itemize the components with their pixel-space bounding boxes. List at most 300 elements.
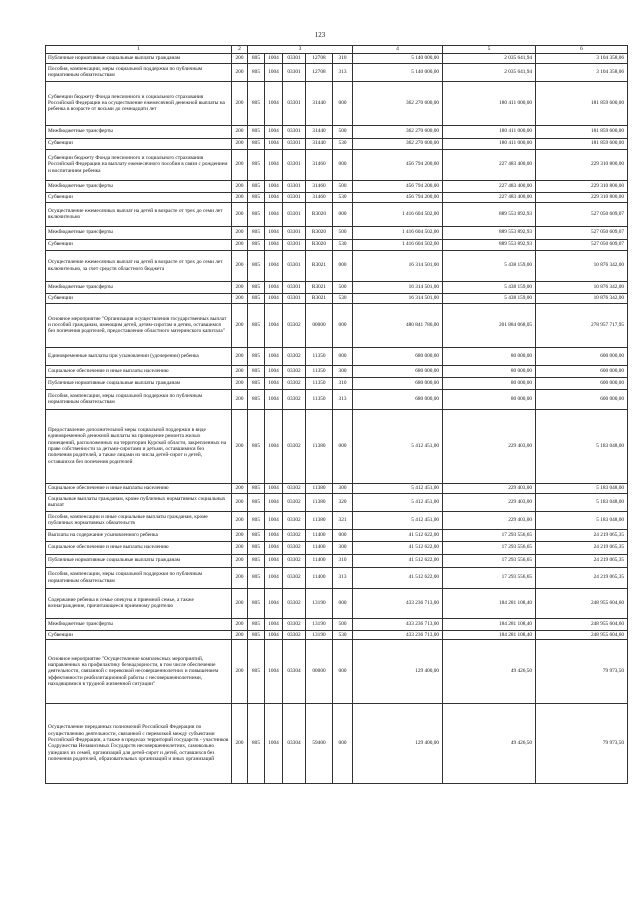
- ministry-code-cell: 200: [232, 303, 248, 347]
- expense-name-cell: Субвенции бюджету Фонда пенсионного и социального страхования Российской Федерации на выплату ежемесячного пособия в связи с рождением и воспитанием ребенка: [46, 149, 232, 180]
- executed-amount-cell: 201 884 068,05: [443, 303, 536, 347]
- direction-code-cell: R3021: [306, 281, 333, 293]
- ministry-code-cell: 200: [232, 63, 248, 81]
- program-code-cell: 03301: [283, 81, 306, 125]
- executed-amount-cell: 889 553 892,93: [443, 239, 536, 250]
- direction-code-cell: 31440: [306, 81, 333, 125]
- direction-code-cell: 31460: [306, 192, 333, 202]
- subsection-code-cell: 1004: [265, 409, 283, 483]
- executed-amount-cell: 889 553 892,93: [443, 226, 536, 239]
- expense-name-cell: Субвенции: [46, 239, 232, 250]
- executed-amount-cell: 229 403,00: [443, 409, 536, 483]
- executed-amount-cell: 5 438 159,00: [443, 293, 536, 303]
- subsection-code-cell: 1004: [265, 53, 283, 63]
- planned-amount-cell: 41 512 622,00: [353, 567, 443, 588]
- planned-amount-cell: 680 000,00: [353, 389, 443, 409]
- remaining-amount-cell: 600 000,00: [536, 377, 628, 389]
- program-code-cell: 03302: [283, 347, 306, 365]
- ministry-code-cell: 200: [232, 293, 248, 303]
- expense-name-cell: Субвенции: [46, 293, 232, 303]
- direction-code-cell: 13190: [306, 618, 333, 630]
- program-code-cell: 03302: [283, 529, 306, 541]
- direction-code-cell: R3020: [306, 226, 333, 239]
- table-row: [46, 483, 628, 493]
- executed-amount-cell: 5 438 159,00: [443, 250, 536, 281]
- section-code-cell: 805: [248, 250, 265, 281]
- planned-amount-cell: 5 140 000,00: [353, 53, 443, 63]
- remaining-amount-cell: 248 955 604,60: [536, 630, 628, 639]
- column-number: 5: [443, 46, 536, 54]
- section-code-cell: 805: [248, 149, 265, 180]
- table-row: [46, 554, 628, 567]
- expense-type-cell: 000: [333, 529, 353, 541]
- program-code-cell: 03302: [283, 389, 306, 409]
- expense-name-cell: Пособия, компенсации, меры социальной поддержки по публичным нормативным обязательствам: [46, 63, 232, 81]
- remaining-amount-cell: 5 183 048,00: [536, 409, 628, 483]
- expense-type-cell: 313: [333, 63, 353, 81]
- executed-amount-cell: 184 281 108,40: [443, 618, 536, 630]
- program-code-cell: 03301: [283, 202, 306, 226]
- ministry-code-cell: 200: [232, 483, 248, 493]
- column-number: 2: [232, 46, 248, 54]
- ministry-code-cell: 200: [232, 149, 248, 180]
- section-code-cell: 805: [248, 567, 265, 588]
- planned-amount-cell: 16 314 501,00: [353, 293, 443, 303]
- subsection-code-cell: 1004: [265, 63, 283, 81]
- program-code-cell: 03302: [283, 409, 306, 483]
- section-code-cell: 805: [248, 377, 265, 389]
- expense-type-cell: 313: [333, 567, 353, 588]
- section-code-cell: 805: [248, 202, 265, 226]
- expense-type-cell: 310: [333, 554, 353, 567]
- section-code-cell: 805: [248, 639, 265, 703]
- section-code-cell: 805: [248, 125, 265, 138]
- ministry-code-cell: 200: [232, 81, 248, 125]
- expense-name-cell: Межбюджетные трансферты: [46, 125, 232, 138]
- direction-code-cell: 31460: [306, 180, 333, 192]
- remaining-amount-cell: 3 104 358,06: [536, 53, 628, 63]
- program-code-cell: 03301: [283, 293, 306, 303]
- table-row: [46, 365, 628, 377]
- ministry-code-cell: 200: [232, 703, 248, 783]
- section-code-cell: 805: [248, 389, 265, 409]
- planned-amount-cell: 433 236 713,00: [353, 588, 443, 618]
- section-code-cell: 805: [248, 541, 265, 554]
- ministry-code-cell: 200: [232, 180, 248, 192]
- program-code-cell: 03301: [283, 149, 306, 180]
- direction-code-cell: 11400: [306, 541, 333, 554]
- ministry-code-cell: 200: [232, 618, 248, 630]
- direction-code-cell: 11400: [306, 554, 333, 567]
- program-code-cell: 03302: [283, 511, 306, 529]
- remaining-amount-cell: 600 000,00: [536, 365, 628, 377]
- remaining-amount-cell: 24 219 065,35: [536, 567, 628, 588]
- expense-type-cell: 310: [333, 53, 353, 63]
- expense-name-cell: Выплаты на содержание усыновленного ребенка: [46, 529, 232, 541]
- direction-code-cell: 11350: [306, 389, 333, 409]
- program-code-cell: 03301: [283, 138, 306, 149]
- section-code-cell: 805: [248, 703, 265, 783]
- page-number: 123: [314, 31, 326, 39]
- program-code-cell: 03304: [283, 703, 306, 783]
- planned-amount-cell: 1 416 604 502,00: [353, 239, 443, 250]
- subsection-code-cell: 1004: [265, 567, 283, 588]
- expense-name-cell: Социальное обеспечение и иные выплаты населению: [46, 483, 232, 493]
- program-code-cell: 03302: [283, 493, 306, 511]
- expense-type-cell: 000: [333, 409, 353, 483]
- section-code-cell: 805: [248, 81, 265, 125]
- remaining-amount-cell: 5 183 048,00: [536, 483, 628, 493]
- direction-code-cell: 11350: [306, 365, 333, 377]
- planned-amount-cell: 129 400,00: [353, 703, 443, 783]
- executed-amount-cell: 889 553 892,93: [443, 202, 536, 226]
- expense-name-cell: Основное мероприятие "Организация осуществления государственных выплат и пособий гражданам, имеющим детей, детям-сиротам и детям, оставшимся без попечения родителей, предоставление областного материнского капитала": [46, 303, 232, 347]
- section-code-cell: 805: [248, 281, 265, 293]
- expense-name-cell: Содержание ребенка в семье опекуна и приемной семье, а также вознаграждение, причитающееся приемному родителю: [46, 588, 232, 618]
- direction-code-cell: 11400: [306, 529, 333, 541]
- table-row: [46, 347, 628, 365]
- planned-amount-cell: 680 000,00: [353, 365, 443, 377]
- program-code-cell: 03301: [283, 192, 306, 202]
- executed-amount-cell: 80 000,00: [443, 389, 536, 409]
- expense-name-cell: Субвенции: [46, 192, 232, 202]
- ministry-code-cell: 200: [232, 567, 248, 588]
- direction-code-cell: 59400: [306, 703, 333, 783]
- table-row: [46, 293, 628, 303]
- ministry-code-cell: 200: [232, 281, 248, 293]
- ministry-code-cell: 200: [232, 389, 248, 409]
- column-number: 4: [353, 46, 443, 54]
- remaining-amount-cell: 181 859 600,00: [536, 125, 628, 138]
- subsection-code-cell: 1004: [265, 281, 283, 293]
- table-row: [46, 53, 628, 63]
- section-code-cell: 805: [248, 53, 265, 63]
- ministry-code-cell: 200: [232, 554, 248, 567]
- program-code-cell: 03301: [283, 125, 306, 138]
- executed-amount-cell: 17 293 556,65: [443, 567, 536, 588]
- subsection-code-cell: 1004: [265, 125, 283, 138]
- executed-amount-cell: 180 411 000,00: [443, 81, 536, 125]
- expense-type-cell: 500: [333, 281, 353, 293]
- remaining-amount-cell: 229 310 800,00: [536, 180, 628, 192]
- executed-amount-cell: 80 000,00: [443, 377, 536, 389]
- planned-amount-cell: 456 794 200,00: [353, 192, 443, 202]
- expense-type-cell: 000: [333, 639, 353, 703]
- section-code-cell: 805: [248, 239, 265, 250]
- subsection-code-cell: 1004: [265, 180, 283, 192]
- program-code-cell: 03301: [283, 180, 306, 192]
- table-row: [46, 138, 628, 149]
- planned-amount-cell: 433 236 713,00: [353, 618, 443, 630]
- program-code-cell: 03302: [283, 303, 306, 347]
- remaining-amount-cell: 24 219 065,35: [536, 554, 628, 567]
- planned-amount-cell: 433 236 713,00: [353, 630, 443, 639]
- expense-type-cell: 321: [333, 511, 353, 529]
- executed-amount-cell: 180 411 000,00: [443, 125, 536, 138]
- direction-code-cell: 13190: [306, 588, 333, 618]
- executed-amount-cell: 184 281 108,40: [443, 630, 536, 639]
- program-code-cell: 03302: [283, 483, 306, 493]
- section-code-cell: 805: [248, 588, 265, 618]
- executed-amount-cell: 17 293 556,65: [443, 529, 536, 541]
- remaining-amount-cell: 278 957 717,95: [536, 303, 628, 347]
- section-code-cell: 805: [248, 63, 265, 81]
- ministry-code-cell: 200: [232, 377, 248, 389]
- program-code-cell: 03302: [283, 541, 306, 554]
- remaining-amount-cell: 24 219 065,35: [536, 541, 628, 554]
- section-code-cell: 805: [248, 630, 265, 639]
- remaining-amount-cell: 3 104 358,06: [536, 63, 628, 81]
- expense-name-cell: Осуществление ежемесячных выплат на детей в возрасте от трех до семи лет включительно: [46, 202, 232, 226]
- subsection-code-cell: 1004: [265, 483, 283, 493]
- subsection-code-cell: 1004: [265, 347, 283, 365]
- table-row: [46, 303, 628, 347]
- planned-amount-cell: 5 412 451,00: [353, 483, 443, 493]
- ministry-code-cell: 200: [232, 226, 248, 239]
- executed-amount-cell: 80 000,00: [443, 365, 536, 377]
- direction-code-cell: 12708: [306, 63, 333, 81]
- remaining-amount-cell: 79 973,50: [536, 639, 628, 703]
- table-row: [46, 567, 628, 588]
- subsection-code-cell: 1004: [265, 293, 283, 303]
- ministry-code-cell: 200: [232, 192, 248, 202]
- ministry-code-cell: 200: [232, 239, 248, 250]
- expense-type-cell: 530: [333, 293, 353, 303]
- section-code-cell: 805: [248, 347, 265, 365]
- remaining-amount-cell: 248 955 604,60: [536, 588, 628, 618]
- executed-amount-cell: 2 035 641,94: [443, 63, 536, 81]
- section-code-cell: 805: [248, 554, 265, 567]
- direction-code-cell: 31440: [306, 125, 333, 138]
- planned-amount-cell: 362 270 600,00: [353, 125, 443, 138]
- expense-name-cell: Социальные выплаты гражданам, кроме публичных нормативных социальных выплат: [46, 493, 232, 511]
- program-code-cell: 03302: [283, 554, 306, 567]
- expense-type-cell: 310: [333, 377, 353, 389]
- expense-type-cell: 000: [333, 81, 353, 125]
- planned-amount-cell: 680 000,00: [353, 377, 443, 389]
- table-row: [46, 149, 628, 180]
- subsection-code-cell: 1004: [265, 541, 283, 554]
- direction-code-cell: 11380: [306, 483, 333, 493]
- remaining-amount-cell: 229 310 800,00: [536, 149, 628, 180]
- direction-code-cell: R3021: [306, 293, 333, 303]
- expense-type-cell: 530: [333, 192, 353, 202]
- direction-code-cell: 11350: [306, 377, 333, 389]
- planned-amount-cell: 480 841 786,00: [353, 303, 443, 347]
- executed-amount-cell: 229 403,00: [443, 483, 536, 493]
- planned-amount-cell: 456 794 200,00: [353, 180, 443, 192]
- executed-amount-cell: 2 035 641,94: [443, 53, 536, 63]
- executed-amount-cell: 229 403,00: [443, 511, 536, 529]
- section-code-cell: 805: [248, 365, 265, 377]
- remaining-amount-cell: 229 310 800,00: [536, 192, 628, 202]
- expense-name-cell: Пособия, компенсации, меры социальной поддержки по публичным нормативным обязательствам: [46, 389, 232, 409]
- planned-amount-cell: 41 512 622,00: [353, 541, 443, 554]
- subsection-code-cell: 1004: [265, 250, 283, 281]
- column-number: 6: [536, 46, 628, 54]
- program-code-cell: 03304: [283, 639, 306, 703]
- subsection-code-cell: 1004: [265, 303, 283, 347]
- expense-name-cell: Основное мероприятие "Осуществление комплексных мероприятий, направленных на профилактику безнадзорности, в том числе обеспечение деятельности, связанной с перевозкой несовершеннолетних и повышением эффективности реабилитационной работы с несовершеннолетними, находящимися в трудной жизненной ситуации": [46, 639, 232, 703]
- planned-amount-cell: 16 314 501,00: [353, 250, 443, 281]
- section-code-cell: 805: [248, 483, 265, 493]
- remaining-amount-cell: 527 050 609,07: [536, 202, 628, 226]
- expense-type-cell: 500: [333, 180, 353, 192]
- section-code-cell: 805: [248, 409, 265, 483]
- ministry-code-cell: 200: [232, 347, 248, 365]
- executed-amount-cell: 184 281 108,40: [443, 588, 536, 618]
- program-code-cell: 03302: [283, 618, 306, 630]
- table-row: [46, 511, 628, 529]
- remaining-amount-cell: 600 000,00: [536, 389, 628, 409]
- planned-amount-cell: 5 140 000,00: [353, 63, 443, 81]
- expense-type-cell: 300: [333, 541, 353, 554]
- expense-name-cell: Социальное обеспечение и иные выплаты населению: [46, 365, 232, 377]
- ministry-code-cell: 200: [232, 529, 248, 541]
- remaining-amount-cell: 10 876 342,00: [536, 281, 628, 293]
- executed-amount-cell: 180 411 000,00: [443, 138, 536, 149]
- expense-type-cell: 530: [333, 138, 353, 149]
- section-code-cell: 805: [248, 511, 265, 529]
- expense-name-cell: Пособия, компенсации, меры социальной поддержки по публичным нормативным обязательствам: [46, 567, 232, 588]
- remaining-amount-cell: 527 050 609,07: [536, 226, 628, 239]
- direction-code-cell: R3020: [306, 239, 333, 250]
- expense-type-cell: 000: [333, 250, 353, 281]
- expense-type-cell: 000: [333, 588, 353, 618]
- program-code-cell: 03301: [283, 63, 306, 81]
- program-code-cell: 03302: [283, 567, 306, 588]
- section-code-cell: 805: [248, 192, 265, 202]
- planned-amount-cell: 5 412 451,00: [353, 493, 443, 511]
- expense-name-cell: Публичные нормативные социальные выплаты гражданам: [46, 377, 232, 389]
- ministry-code-cell: 200: [232, 409, 248, 483]
- expense-name-cell: Межбюджетные трансферты: [46, 281, 232, 293]
- section-code-cell: 805: [248, 180, 265, 192]
- executed-amount-cell: 227 483 400,00: [443, 149, 536, 180]
- planned-amount-cell: 41 512 622,00: [353, 529, 443, 541]
- expense-name-cell: Пособия, компенсации и иные социальные выплаты гражданам, кроме публичных нормативных обязательств: [46, 511, 232, 529]
- program-code-cell: 03301: [283, 226, 306, 239]
- expense-name-cell: Субвенции: [46, 138, 232, 149]
- subsection-code-cell: 1004: [265, 389, 283, 409]
- planned-amount-cell: 362 270 600,00: [353, 138, 443, 149]
- program-code-cell: 03301: [283, 281, 306, 293]
- subsection-code-cell: 1004: [265, 554, 283, 567]
- program-code-cell: 03302: [283, 588, 306, 618]
- remaining-amount-cell: 5 183 048,00: [536, 511, 628, 529]
- direction-code-cell: 00000: [306, 303, 333, 347]
- planned-amount-cell: 1 416 604 502,00: [353, 226, 443, 239]
- table-row: [46, 125, 628, 138]
- expense-type-cell: 000: [333, 303, 353, 347]
- executed-amount-cell: 49 426,50: [443, 639, 536, 703]
- direction-code-cell: 31460: [306, 149, 333, 180]
- section-code-cell: 805: [248, 618, 265, 630]
- subsection-code-cell: 1004: [265, 202, 283, 226]
- expense-name-cell: Субвенции: [46, 630, 232, 639]
- planned-amount-cell: 1 416 604 502,00: [353, 202, 443, 226]
- subsection-code-cell: 1004: [265, 703, 283, 783]
- table-row: [46, 226, 628, 239]
- table-row: [46, 618, 628, 630]
- table-row: [46, 202, 628, 226]
- direction-code-cell: 11380: [306, 511, 333, 529]
- ministry-code-cell: 200: [232, 493, 248, 511]
- ministry-code-cell: 200: [232, 639, 248, 703]
- remaining-amount-cell: 24 219 065,35: [536, 529, 628, 541]
- subsection-code-cell: 1004: [265, 239, 283, 250]
- program-code-cell: 03301: [283, 239, 306, 250]
- direction-code-cell: R3020: [306, 202, 333, 226]
- executed-amount-cell: 5 438 159,00: [443, 281, 536, 293]
- table-row: [46, 588, 628, 618]
- column-number: 3: [248, 46, 353, 54]
- direction-code-cell: 31440: [306, 138, 333, 149]
- ministry-code-cell: 200: [232, 630, 248, 639]
- remaining-amount-cell: 600 000,00: [536, 347, 628, 365]
- subsection-code-cell: 1004: [265, 138, 283, 149]
- subsection-code-cell: 1004: [265, 81, 283, 125]
- planned-amount-cell: 456 794 200,00: [353, 149, 443, 180]
- expense-type-cell: 000: [333, 347, 353, 365]
- table-row: [46, 639, 628, 703]
- planned-amount-cell: 680 000,00: [353, 347, 443, 365]
- expense-name-cell: Межбюджетные трансферты: [46, 226, 232, 239]
- budget-table: [45, 45, 628, 784]
- subsection-code-cell: 1004: [265, 511, 283, 529]
- direction-code-cell: 00000: [306, 639, 333, 703]
- table-row: [46, 63, 628, 81]
- ministry-code-cell: 200: [232, 202, 248, 226]
- remaining-amount-cell: 181 859 600,00: [536, 138, 628, 149]
- subsection-code-cell: 1004: [265, 377, 283, 389]
- table-row: [46, 529, 628, 541]
- expense-name-cell: Социальное обеспечение и иные выплаты населению: [46, 541, 232, 554]
- table-row: [46, 493, 628, 511]
- subsection-code-cell: 1004: [265, 529, 283, 541]
- direction-code-cell: 11380: [306, 493, 333, 511]
- planned-amount-cell: 129 400,00: [353, 639, 443, 703]
- executed-amount-cell: 227 483 400,00: [443, 192, 536, 202]
- subsection-code-cell: 1004: [265, 365, 283, 377]
- direction-code-cell: 11350: [306, 347, 333, 365]
- table-row: [46, 81, 628, 125]
- table-row: [46, 239, 628, 250]
- expense-name-cell: Предоставление дополнительной меры социальной поддержки в виде единовременной денежной выплаты на проведение ремонта жилых помещений, расположенных на территории Курской области, закрепленных на праве собственности за детьми-сиротами и детьми, оставшимися без попечения родителей, а также лицами из числа детей-сирот и детей, оставшихся без попечения родителей: [46, 409, 232, 483]
- expense-type-cell: 530: [333, 630, 353, 639]
- ministry-code-cell: 200: [232, 541, 248, 554]
- direction-code-cell: 13190: [306, 630, 333, 639]
- expense-name-cell: Публичные нормативные социальные выплаты гражданам: [46, 53, 232, 63]
- planned-amount-cell: 5 412 451,00: [353, 511, 443, 529]
- program-code-cell: 03301: [283, 53, 306, 63]
- ministry-code-cell: 200: [232, 138, 248, 149]
- expense-type-cell: 300: [333, 365, 353, 377]
- executed-amount-cell: 227 483 400,00: [443, 180, 536, 192]
- table-row: [46, 250, 628, 281]
- expense-type-cell: 320: [333, 493, 353, 511]
- planned-amount-cell: 41 512 622,00: [353, 554, 443, 567]
- ministry-code-cell: 200: [232, 53, 248, 63]
- expense-type-cell: 000: [333, 149, 353, 180]
- expense-name-cell: Публичные нормативные социальные выплаты гражданам: [46, 554, 232, 567]
- expense-type-cell: 300: [333, 483, 353, 493]
- program-code-cell: 03302: [283, 377, 306, 389]
- table-row: [46, 389, 628, 409]
- program-code-cell: 03302: [283, 630, 306, 639]
- expense-type-cell: 000: [333, 202, 353, 226]
- table-row: [46, 409, 628, 483]
